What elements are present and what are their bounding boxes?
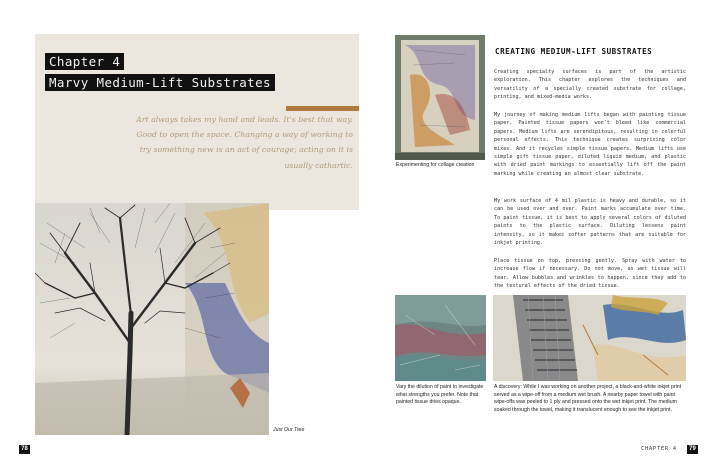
body-paragraph-2: My journey of making medium lifts began with painting tissue paper. Painted tissue papers won't bleed like commercial papers. Medium lifts are serendipitous, resulting in colorful personal effects. This technique creates surprising color mixes. And it recycles simple tissue papers. Medium lifts use simple gift tissue paper, diluted liquid medium, and plastic with dried paint markings to essentially lift off the paint marking while creating an almost clear substrate. bbox=[494, 112, 686, 177]
collage-experiment-image bbox=[395, 35, 485, 160]
inkjet-print-discovery-image bbox=[493, 295, 686, 381]
chapter-number: Chapter 4 bbox=[45, 53, 124, 70]
accent-bar bbox=[286, 106, 359, 111]
page-number-right: 79 bbox=[687, 445, 698, 454]
bottom-right-caption: A discovery: While I was working on another project, a black-and-white inkjet print served as a wipe-off from a medium wet brush. A nearby paper towel with paint wipe-offs was peeled to 1 ply and pressed onto the wet inkjet print. The medium soaked through the towel, making it translucent enough to see the inkjet print. bbox=[494, 384, 682, 413]
top-image-caption: Experimenting for collage creation bbox=[396, 162, 475, 168]
pull-quote: Art always takes my hand and leads. It's best that way. Good to open the space. Changing a way of working to try something new is an act of courage; acting on it is usually cathartic. bbox=[136, 115, 353, 170]
footer-chapter-label: CHAPTER 4 bbox=[641, 446, 677, 452]
tree-artwork-image bbox=[35, 203, 269, 435]
page-number-left: 78 bbox=[19, 445, 30, 454]
body-paragraph-4: Place tissue on top, pressing gently. Spray with water to increase flow if necessary. Do not move, as wet tissue will tear. Allow bubbles and wrinkles to happen, since they add to the textural effects of the dried tissue. bbox=[494, 258, 686, 290]
body-paragraph-3: My work surface of 4 mil plastic is heavy and durable, so it can be used over and over. Paint marks accumulate over time. To paint tissue, it is best to apply several colors of diluted paints to the plastic surface. Diluting lessens paint intensity, so it makes softer patterns that are suitable for inkjet printing. bbox=[494, 198, 686, 247]
artwork-caption: Just Our Tree bbox=[273, 427, 305, 433]
dilution-sample-image bbox=[395, 295, 486, 381]
body-paragraph-1: Creating specialty surfaces is part of the artistic exploration. This chapter explores the techniques and versatility of a specially created substrate for collage, printing, and mixed-media works. bbox=[494, 69, 686, 101]
section-title: CREATING MEDIUM-LIFT SUBSTRATES bbox=[495, 47, 653, 56]
bottom-left-caption: Vary the dilution of paint to investigate what strengths you prefer. Note that painted tissue dries opaque. bbox=[396, 384, 484, 406]
chapter-name: Marvy Medium-Lift Substrates bbox=[45, 74, 275, 91]
chapter-title bbox=[45, 53, 275, 92]
